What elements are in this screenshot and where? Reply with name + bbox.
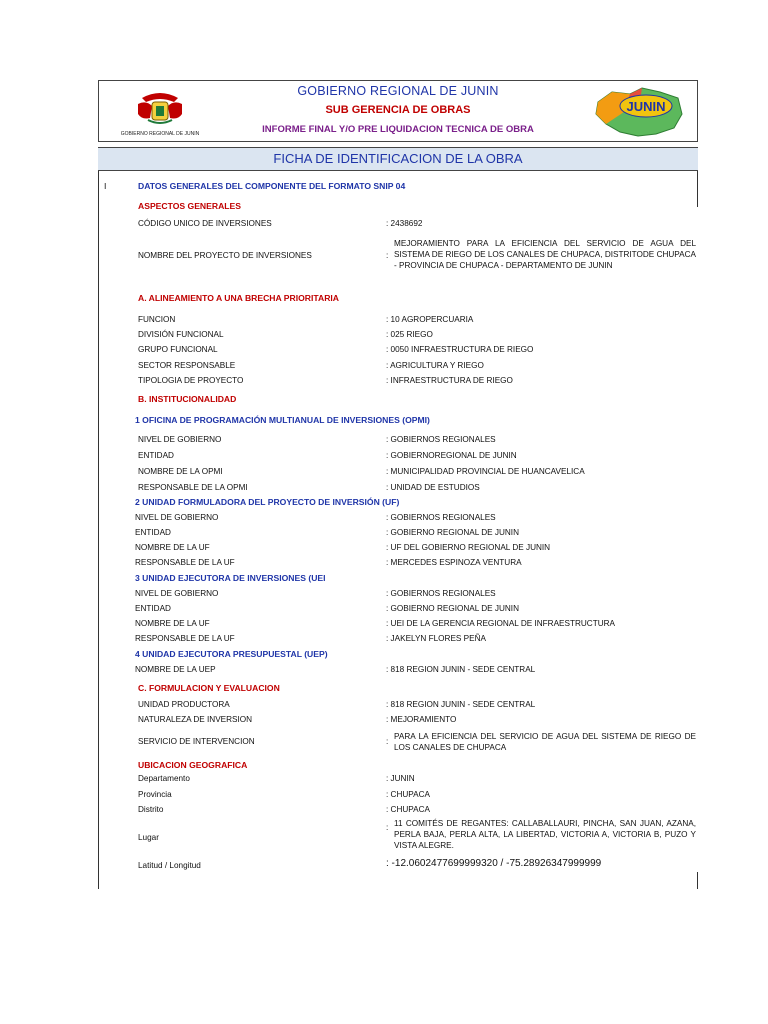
ubicacion-heading: UBICACION GEOGRAFICA bbox=[138, 760, 248, 770]
uf-nombre-label: NOMBRE DE LA UF bbox=[135, 543, 210, 552]
section-title: DATOS GENERALES DEL COMPONENTE DEL FORMATO SNIP 04 bbox=[138, 181, 406, 191]
opmi-responsable-label: RESPONSABLE DE LA OPMI bbox=[138, 483, 248, 492]
provincia-value: : CHUPACA bbox=[386, 790, 430, 799]
funcion-label: FUNCION bbox=[138, 315, 176, 324]
nombre-value: MEJORAMIENTO PARA LA EFICIENCIA DEL SERVICIO DE AGUA DEL SISTEMA DE RIEGO DE LOS CANALES DE CHUPACA, DISTRITODE CHUPACA - PROVINCIA DE CHUPACA - DEPARTAMENTO DE JUNIN bbox=[394, 239, 696, 270]
uei-nombre-label: NOMBRE DE LA UF bbox=[135, 619, 210, 628]
uei-nivel-label: NIVEL DE GOBIERNO bbox=[135, 589, 219, 598]
uei-nombre-value: : UEI DE LA GERENCIA REGIONAL DE INFRAESTRUCTURA bbox=[386, 619, 615, 628]
uep-nombre-value: : 818 REGION JUNIN - SEDE CENTRAL bbox=[386, 665, 536, 674]
opmi-heading: 1 OFICINA DE PROGRAMACIÓN MULTIANUAL DE INVERSIONES (OPMI) bbox=[135, 415, 430, 425]
left-border-line bbox=[98, 171, 99, 889]
division-value: : 025 RIEGO bbox=[386, 330, 433, 339]
distrito-value: : CHUPACA bbox=[386, 805, 430, 814]
uep-nombre-label: NOMBRE DE LA UEP bbox=[135, 665, 216, 674]
seal-caption: GOBIERNO REGIONAL DE JUNIN bbox=[120, 131, 200, 137]
uf-heading: 2 UNIDAD FORMULADORA DEL PROYECTO DE INVERSIÓN (UF) bbox=[135, 497, 400, 507]
junin-map-icon bbox=[590, 84, 686, 140]
uf-entidad-value: : GOBIERNO REGIONAL DE JUNIN bbox=[386, 528, 519, 537]
uei-responsable-label: RESPONSABLE DE LA UF bbox=[135, 634, 235, 643]
lugar-colon: : bbox=[386, 823, 389, 832]
division-label: DIVISIÓN FUNCIONAL bbox=[138, 330, 224, 339]
nombre-colon: : bbox=[386, 251, 389, 260]
departamento-label: Departamento bbox=[138, 774, 190, 783]
uf-responsable-value: : MERCEDES ESPINOZA VENTURA bbox=[386, 558, 522, 567]
uf-nivel-label: NIVEL DE GOBIERNO bbox=[135, 513, 219, 522]
uep-heading: 4 UNIDAD EJECUTORA PRESUPUESTAL (UEP) bbox=[135, 649, 328, 659]
departamento-value: : JUNIN bbox=[386, 774, 415, 783]
opmi-nivel-label: NIVEL DE GOBIERNO bbox=[138, 435, 222, 444]
uf-nivel-value: : GOBIERNOS REGIONALES bbox=[386, 513, 496, 522]
unidad-productora-label: UNIDAD PRODUCTORA bbox=[138, 700, 230, 709]
right-border-line-bottom bbox=[697, 872, 698, 889]
latlng-value: : -12.0602477699999320 / -75.28926347999999 bbox=[386, 858, 602, 869]
sector-label: SECTOR RESPONSABLE bbox=[138, 361, 236, 370]
header-title: GOBIERNO REGIONAL DE JUNIN bbox=[297, 84, 499, 98]
uei-responsable-value: : JAKELYN FLORES PEÑA bbox=[386, 634, 486, 643]
latlng-label: Latitud / Longitud bbox=[138, 861, 201, 870]
opmi-nivel-value: : GOBIERNOS REGIONALES bbox=[386, 435, 496, 444]
opmi-responsable-value: : UNIDAD DE ESTUDIOS bbox=[386, 483, 480, 492]
header-subtitle: SUB GERENCIA DE OBRAS bbox=[325, 104, 471, 116]
ficha-title: FICHA DE IDENTIFICACION DE LA OBRA bbox=[273, 151, 523, 166]
sector-value: : AGRICULTURA Y RIEGO bbox=[386, 361, 484, 370]
institucionalidad-heading: B. INSTITUCIONALIDAD bbox=[138, 394, 237, 404]
grupo-value: : 0050 INFRAESTRUCTURA DE RIEGO bbox=[386, 345, 534, 354]
funcion-value: : 10 AGROPERCUARIA bbox=[386, 315, 474, 324]
formulacion-heading: C. FORMULACION Y EVALUACION bbox=[138, 683, 280, 693]
junin-logo-text: JUNIN bbox=[626, 99, 666, 114]
lugar-value: 11 COMITÉS DE REGANTES: CALLABALLAURI, PINCHA, SAN JUAN, AZANA, PERLA BAJA, PERLA ALTA, LA LIBERTAD, VICTORIA A, VICTORIA B, PUZO Y VISTA ALEGRE. bbox=[394, 819, 696, 850]
unidad-productora-value: : 818 REGION JUNIN - SEDE CENTRAL bbox=[386, 700, 536, 709]
junin-map-logo bbox=[590, 84, 686, 140]
servicio-label: SERVICIO DE INTERVENCION bbox=[138, 737, 255, 746]
distrito-label: Distrito bbox=[138, 805, 164, 814]
servicio-value: PARA LA EFICIENCIA DEL SERVICIO DE AGUA DEL SISTEMA DE RIEGO DE LOS CANALES DE CHUPACA bbox=[394, 732, 696, 752]
tipologia-label: TIPOLOGIA DE PROYECTO bbox=[138, 376, 244, 385]
alineamiento-heading: A. ALINEAMIENTO A UNA BRECHA PRIORITARIA bbox=[138, 293, 339, 303]
opmi-entidad-value: : GOBIERNOREGIONAL DE JUNIN bbox=[386, 451, 517, 460]
uei-entidad-value: : GOBIERNO REGIONAL DE JUNIN bbox=[386, 604, 519, 613]
provincia-label: Provincia bbox=[138, 790, 172, 799]
lugar-label: Lugar bbox=[138, 833, 159, 842]
header-report: INFORME FINAL Y/O PRE LIQUIDACION TECNICA DE OBRA bbox=[262, 124, 534, 135]
naturaleza-value: : MEJORAMIENTO bbox=[386, 715, 457, 724]
naturaleza-label: NATURALEZA DE INVERSION bbox=[138, 715, 253, 724]
opmi-entidad-label: ENTIDAD bbox=[138, 451, 174, 460]
nombre-label: NOMBRE DEL PROYECTO DE INVERSIONES bbox=[138, 251, 312, 260]
uei-nivel-value: : GOBIERNOS REGIONALES bbox=[386, 589, 496, 598]
tipologia-value: : INFRAESTRUCTURA DE RIEGO bbox=[386, 376, 513, 385]
aspectos-heading: ASPECTOS GENERALES bbox=[138, 201, 241, 211]
opmi-nombre-label: NOMBRE DE LA OPMI bbox=[138, 467, 223, 476]
opmi-nombre-value: : MUNICIPALIDAD PROVINCIAL DE HUANCAVELICA bbox=[386, 467, 585, 476]
codigo-label: CÓDIGO UNICO DE INVERSIONES bbox=[138, 219, 272, 228]
codigo-value: : 2438692 bbox=[386, 219, 423, 228]
section-number: I bbox=[104, 181, 107, 191]
uei-heading: 3 UNIDAD EJECUTORA DE INVERSIONES (UEI bbox=[135, 573, 326, 583]
right-border-line bbox=[697, 171, 698, 207]
uf-nombre-value: : UF DEL GOBIERNO REGIONAL DE JUNIN bbox=[386, 543, 551, 552]
uei-entidad-label: ENTIDAD bbox=[135, 604, 171, 613]
grupo-label: GRUPO FUNCIONAL bbox=[138, 345, 218, 354]
uf-entidad-label: ENTIDAD bbox=[135, 528, 171, 537]
servicio-colon: : bbox=[386, 737, 389, 746]
uf-responsable-label: RESPONSABLE DE LA UF bbox=[135, 558, 235, 567]
